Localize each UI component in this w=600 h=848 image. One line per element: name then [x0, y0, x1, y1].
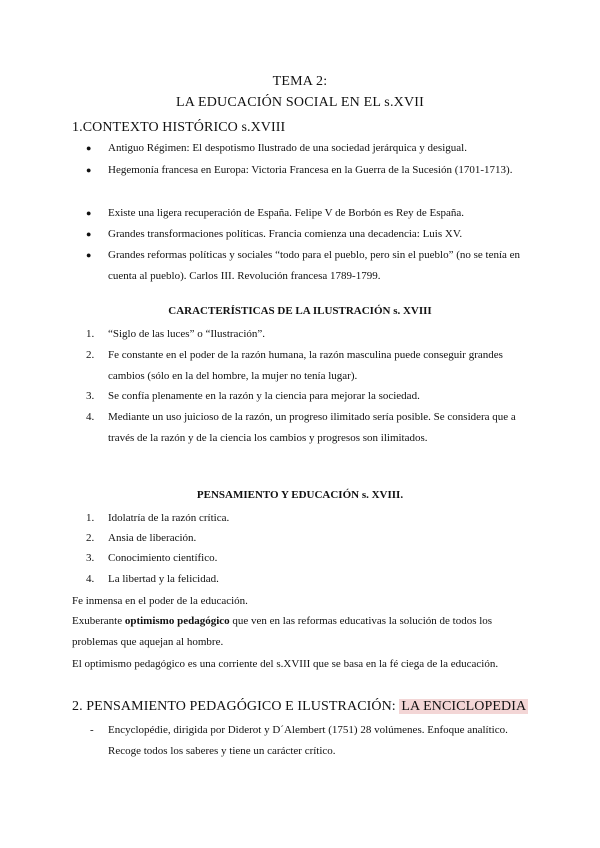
section-2-heading-highlight: LA ENCICLOPEDIA [401, 699, 527, 714]
title-line-1: TEMA 2: [272, 74, 328, 89]
paragraph-optimism-post: que ven en las reformas educativas la solución de todos los problemas que aquejan al hombre. [72, 615, 493, 648]
char-item-1-num: 1. [86, 328, 95, 340]
thought-item-1: Idolatría de la razón crítica. [108, 512, 230, 524]
char-item-3: Se confía plenamente en la razón y la ciencia para mejorar la sociedad. [108, 390, 420, 402]
char-item-3-num: 3. [86, 390, 95, 402]
paragraph-faith-education: Fe inmensa en el poder de la educación. [72, 595, 248, 607]
paragraph-optimism [72, 611, 532, 653]
paragraph-optimism-bold: optimismo pedagógico [124, 615, 230, 627]
char-item-2: Fe constante en el poder de la razón humana, la razón masculina puede conseguir grandes cambios (sólo en la del hombre, la mujer no tenía lugar). [108, 349, 503, 382]
thought-item-4: La libertad y la felicidad. [108, 573, 219, 585]
thought-item-2-num: 2. [86, 532, 95, 544]
thought-item-2: Ansia de liberación. [108, 532, 197, 544]
thought-item-3-num: 3. [86, 552, 95, 564]
section-2-heading [72, 699, 528, 715]
char-item-1: “Siglo de las luces” o “Ilustración”. [108, 328, 266, 340]
char-item-4: Mediante un uso juicioso de la razón, un progreso ilimitado sería posible. Se considera que a través de la razón y de la ciencia los cambios y progresos son ilimitados. [108, 411, 516, 444]
bullet-4: Grandes transformaciones políticas. Francia comienza una decadencia: Luis XV. [108, 228, 463, 240]
thought-heading: PENSAMIENTO Y EDUCACIÓN s. XVIII. [196, 489, 404, 501]
paragraph-optimism-pre: Exuberante [72, 615, 125, 627]
dash-marker: - [90, 724, 94, 736]
thought-item-3: Conocimiento científico. [108, 552, 218, 564]
thought-item-1-num: 1. [86, 512, 95, 524]
bullet-3: Existe una ligera recuperación de España. Felipe V de Borbón es Rey de España. [108, 207, 465, 219]
encyclopedie-item: Encyclopédie, dirigida por Diderot y D´Alembert (1751) 28 volúmenes. Enfoque analítico. Recoge todos los saberes y tiene un carácter crítico. [108, 724, 508, 757]
thought-item-4-num: 4. [86, 573, 95, 585]
char-item-4-num: 4. [86, 411, 95, 423]
bullet-5-marker: ● [86, 250, 92, 260]
bullet-1-marker: ● [86, 143, 92, 153]
characteristics-heading: CARACTERÍSTICAS DE LA ILUSTRACIÓN s. XVIII [168, 305, 432, 317]
char-item-2-num: 2. [86, 349, 95, 361]
bullet-1: Antiguo Régimen: El despotismo Ilustrado de una sociedad jerárquica y desigual. [108, 142, 467, 154]
bullet-2-marker: ● [86, 165, 92, 175]
bullet-5: Grandes reformas políticas y sociales “todo para el pueblo, pero sin el pueblo” (no se tenía en cuenta al pueblo). Carlos III. Revolución francesa 1789-1799. [108, 249, 521, 282]
section-1-heading: 1.CONTEXTO HISTÓRICO s.XVIII [72, 120, 286, 135]
bullet-4-marker: ● [86, 229, 92, 239]
title-line-2: LA EDUCACIÓN SOCIAL EN EL s.XVII [175, 95, 424, 110]
section-2-heading-text: 2. PENSAMIENTO PEDAGÓGICO E ILUSTRACIÓN: [72, 699, 400, 714]
bullet-3-marker: ● [86, 208, 92, 218]
bullet-2: Hegemonía francesa en Europa: Victoria Francesa en la Guerra de la Sucesión (1701-1713). [108, 164, 513, 176]
paragraph-optimism-current: El optimismo pedagógico es una corriente del s.XVIII que se basa en la fé ciega de la educación. [72, 658, 499, 670]
